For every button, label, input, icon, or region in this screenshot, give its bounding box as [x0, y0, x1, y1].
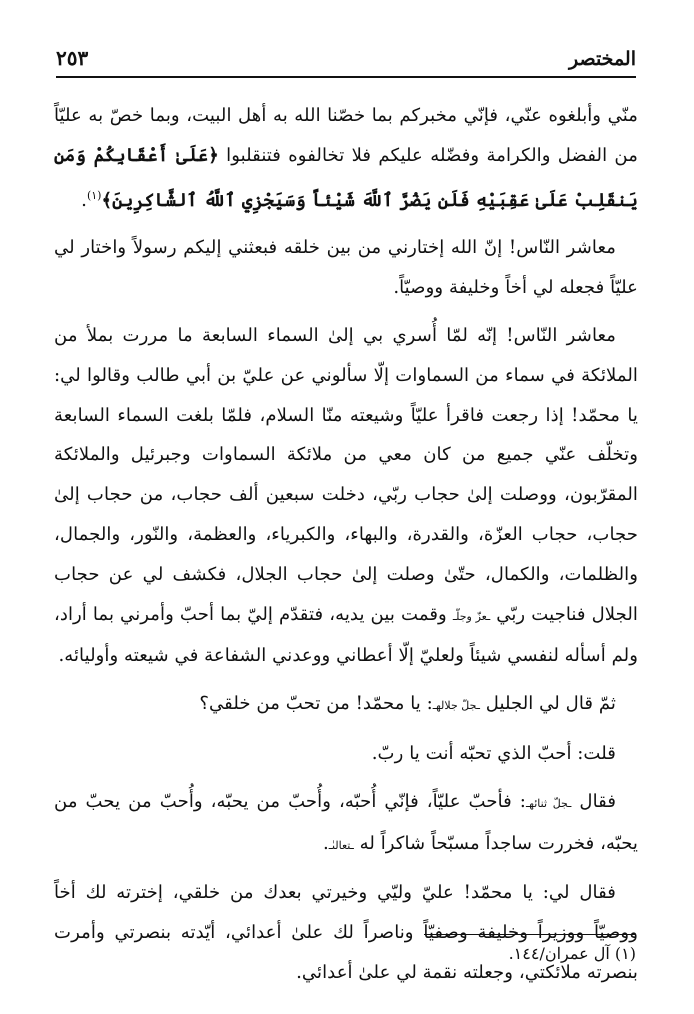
footnote-reference: (١)	[86, 188, 102, 202]
honorific: ـعزّ وجلّـ	[452, 609, 491, 623]
body-text	[54, 96, 638, 1001]
footnote: (١) آل عمران/١٤٤.	[508, 944, 636, 963]
honorific: ـجلّ ثنائهـ	[525, 796, 572, 810]
running-title: المختصر	[568, 48, 636, 70]
paragraph-text: فقال	[571, 790, 617, 812]
paragraph: قلت: أحبّ الذي تحبّه أنت يا ربّ.	[371, 743, 616, 765]
quran-verse: ﴿عَلَىٰ أَعْقَابِكُمْ وَمَن يَنقَلِبْ عَلَىٰ عَقِبَيْهِ فَلَن يَضُرَّ ٱللَّهَ شَيْئاً وَسَيَجْزِي ٱللَّهُ ٱلشَّاكِرِينَ﴾	[54, 144, 638, 211]
footnote-divider	[424, 934, 636, 935]
paragraph-text: : فأحبّ عليّاً، فإنّي أُحبّه، وأُحبّ من يحبّه، وأُحبّ من يحبّ من يحبّه، فخررت ساجداً مسبّحاً شاكراً له	[54, 790, 638, 854]
honorific: ـجلّ جلالهـ	[432, 699, 480, 713]
paragraph: فقال لي: يا محمّد! عليّ وليّي وخيرتي بعدك من خلقي، إخترته لك أخاً ووصيّاً ووزيراً وخليفة وصفيّاً وناصراً لك علىٰ أعدائي، أيّدته بنصرتي وأمرت بنصرته ملائكتي، وجعلته نقمة لي علىٰ أعدائي.	[54, 882, 638, 983]
paragraph-text: .	[81, 189, 87, 211]
paragraph: معاشر النّاس! إنّ الله إختارني من بين خلقه فبعثني إليكم رسولاً واختار لي عليّاً فجعله لي أخاً وخليفة ووصيّاً.	[54, 237, 638, 299]
paragraph-text: .	[322, 832, 329, 854]
honorific: ـتعالىٰـ	[328, 838, 354, 852]
paragraph-text: : يا محمّد! من تحبّ من خلقي؟	[199, 693, 433, 715]
paragraph-text: منّي وأبلغوه عنّي، فإنّي مخبركم بما خصّنا الله به أهل البيت، وبما خصّ به عليّاً من الفضل والكرامة وفضّله عليكم فلا تخالفوه فتنقلبوا	[54, 105, 638, 166]
paragraph	[54, 96, 638, 220]
paragraph	[54, 684, 638, 726]
paragraph-text: ثمّ قال لي الجليل	[479, 693, 616, 715]
paragraph-text: وقمت بين يديه، فتقدّم إليّ بما أحبّ وأمرني بما أراد، ولم أسأله لنفسي شيئاً ولعليّ إلّا أعطاني ووعدني الشفاعة في شيعته وأوليائه.	[54, 603, 638, 667]
page-number: ٢٥٣	[56, 46, 89, 70]
paragraph	[54, 782, 638, 866]
paragraph-text: معاشر النّاس! إنّه لمّا أُسري بي إلىٰ السماء السابعة ما مررت بملأ من الملائكة في سماء من السماوات إلّا سألوني عن عليّ بن أبي طالب وقالوا لي: يا محمّد! إذا رجعت فاقرأ عليّاً وشيعته منّا السلام، فلمّا بلغت السماء السابعة وتخلّف عنّي جميع من كان معي من ملائكة السماوات وجبرئيل والملائكة المقرّبون، ووصلت إلىٰ حجاب ربّي، دخلت سبعين ألف حجاب، من حجاب إلىٰ حجاب، حجاب العزّة، والقدرة، والبهاء، والكبرياء، والعظمة، والنّور، والجمال، والظلمات، والكمال، حتّىٰ وصلت إلىٰ حجاب الجلال، فكشف لي عن حجاب الجلال فناجيت ربّي	[54, 325, 638, 625]
paragraph	[54, 316, 638, 676]
page-header	[56, 36, 636, 78]
